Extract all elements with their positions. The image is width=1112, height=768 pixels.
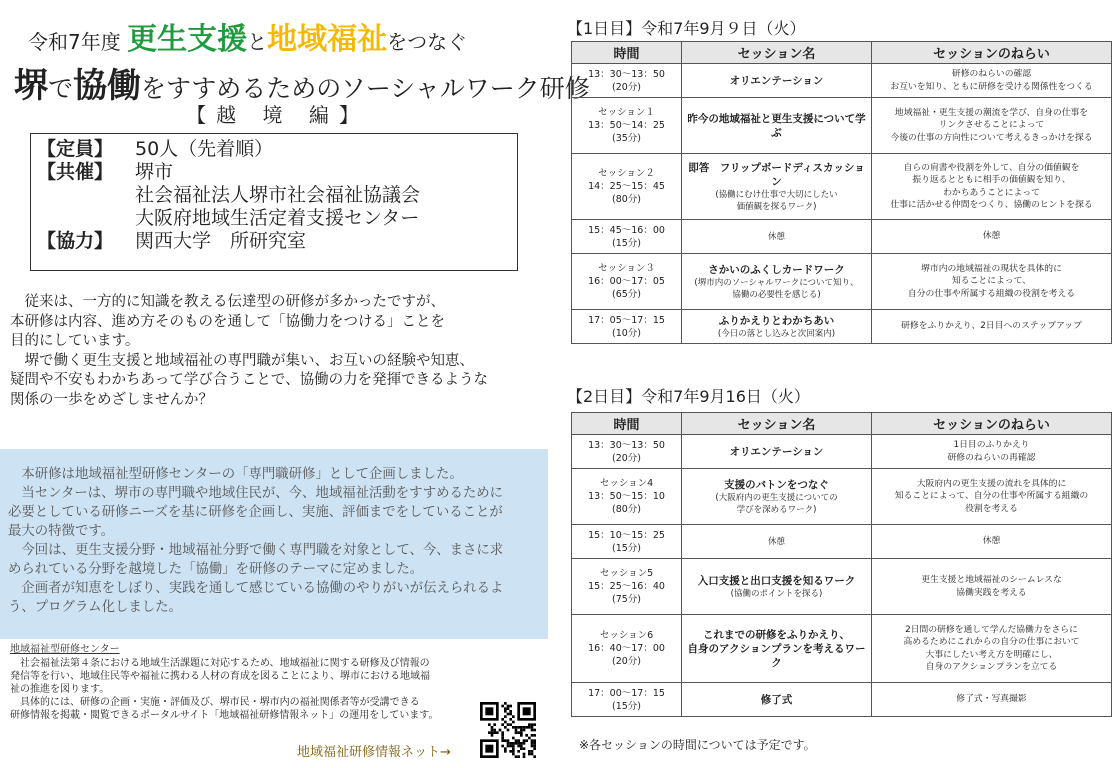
session-time-line: セッション5 <box>599 568 654 579</box>
center-footer <box>10 643 470 722</box>
info-value-line: 堺市 <box>135 161 174 183</box>
info-row <box>31 138 517 161</box>
title-line-1 <box>28 14 467 58</box>
session-name-cell <box>682 615 872 683</box>
intro-line: 関係の一歩をめざしませんか？ <box>10 391 213 408</box>
table-header-row <box>572 42 1112 64</box>
center-footer-text <box>10 657 470 722</box>
session-time-line: 15：25～16：40 <box>588 581 665 592</box>
session-goal-line: 知ることによって、 <box>952 276 1031 287</box>
session-goal-line: 知ることによって、自分の仕事や所属する組織の <box>894 491 1089 502</box>
table-row <box>572 435 1112 469</box>
session-name-cell <box>682 435 872 469</box>
session-goal-line: 2日間の研修を通して学んだ協働力をさらに <box>905 624 1078 635</box>
session-goal-line: 研修のねらいの確認 <box>951 69 1032 79</box>
title-tsunagu: をつなぐ <box>387 30 468 54</box>
session-time-line: 13：50～14：25 <box>588 120 665 131</box>
session-time-line: (80分) <box>611 504 641 515</box>
session-time-line: 14：25～15：45 <box>588 181 665 192</box>
session-time-cell <box>572 559 682 615</box>
intro-line: 堺で働く更生支援と地域福祉の専門職が集い、お互いの経験や知恵、 <box>10 352 474 369</box>
table-row <box>572 154 1112 220</box>
session-name: さかいのふくしカードワーク <box>708 263 845 276</box>
session-goal-cell <box>872 220 1112 254</box>
center-footer-line: 社会福祉法第４条における地域生活課題に対応するため、地域福祉に関する研修及び情報の <box>10 658 430 669</box>
info-row <box>31 230 517 253</box>
session-name-cell <box>682 254 872 310</box>
intro-text <box>10 293 550 410</box>
intro-line: 目的にしています。 <box>10 333 140 349</box>
session-goal-line: わかちあうことによって <box>943 187 1040 198</box>
center-description-line: 本研修は地域福祉型研修センターの「専門職研修」として企画しました。 <box>8 467 463 482</box>
center-footer-title[interactable]: 地域福祉型研修センター <box>10 644 120 655</box>
session-time-cell <box>572 435 682 469</box>
schedule-note: ※各セッションの時間については予定です。 <box>579 738 816 752</box>
session-goal-cell <box>872 683 1112 717</box>
session-time-line: 13：50～15：10 <box>588 491 665 502</box>
session-goal-line: 休憩 <box>982 231 1001 242</box>
table-row <box>572 64 1112 98</box>
session-time-line: 16：00～17：05 <box>588 276 665 287</box>
title-sakai: 堺 <box>14 66 48 106</box>
session-name-cell <box>682 220 872 254</box>
session-subtitle: (協働のポイントを探る) <box>730 588 823 599</box>
intro-line: 疑問や不安もわかちあって学び合うことで、協働の力を発揮できるような <box>10 372 489 388</box>
session-time-line: (75分) <box>611 594 641 605</box>
session-time-line: 13：30～13：50 <box>588 68 665 80</box>
center-description-line: 最大の特徴です。 <box>8 524 115 539</box>
session-subtitle: 協働の必要性を感じる) <box>732 289 821 300</box>
session-subtitle: (今日の落とし込みと次回案内) <box>717 328 836 339</box>
session-time-line: (35分) <box>611 133 641 144</box>
session-goal-line: 堺市内の地域福祉の現状を具体的に <box>921 263 1062 274</box>
table-header-row <box>572 413 1112 435</box>
session-goal-line: お互いを知り、ともに研修を受ける関係性をつくる <box>890 81 1093 92</box>
table-header-cell: セッション名 <box>682 42 872 64</box>
portal-link[interactable]: 地域福祉研修情報ネット→ <box>297 745 451 760</box>
session-subtitle: (大阪府内の更生支援についての <box>715 492 838 503</box>
session-time-line: 13：30～13：50 <box>588 439 665 451</box>
info-key: 【協力】 <box>37 230 114 252</box>
session-time-line: セッション6 <box>599 630 654 641</box>
session-name: ふりかえりとわかちあい <box>718 314 835 327</box>
session-name: 支援のバトンをつなぐ <box>724 478 829 491</box>
session-goal-line: 自身のアクションプランを立てる <box>925 662 1058 672</box>
title-to: と <box>247 30 268 54</box>
session-time-cell <box>572 525 682 559</box>
session-name-cell <box>682 559 872 615</box>
center-footer-line: 具体的には、研修の企画・実施・評価及び、堺市民・堺市内の福祉関係者等が受講できる <box>10 697 420 708</box>
session-goal-line: 大阪府内の更生支援の流れを具体的に <box>916 478 1067 489</box>
day1-schedule-table <box>571 41 1112 344</box>
session-time-cell <box>572 615 682 683</box>
session-goal-line: 更生支援と地域福祉のシームレスな <box>921 575 1062 585</box>
session-time-cell <box>572 254 682 310</box>
session-goal-line: 自分の仕事や所属する組織の役割を考える <box>907 288 1076 299</box>
info-key: 【共催】 <box>37 161 114 183</box>
session-name-cell <box>682 683 872 717</box>
info-value <box>135 138 517 161</box>
center-description-line: 必要としている研修ニーズを基に研修を企画し、実施、評価までをしていることが <box>8 505 503 520</box>
info-box <box>30 133 518 271</box>
session-name: 自身のアクションプランを考えるワーク <box>687 642 866 669</box>
center-footer-line: 発信等を行い、地域住民等や福祉に携わる人材の育成を図ることにより、堺市における地域福 <box>10 671 430 682</box>
session-time-line: (15分) <box>611 542 641 554</box>
session-time-cell <box>572 98 682 154</box>
table-row <box>572 615 1112 683</box>
qr-code-icon[interactable] <box>480 702 536 758</box>
session-name-cell <box>682 98 872 154</box>
session-time-line: (80分) <box>611 194 641 205</box>
session-goal-line: 高めるためにこれからの自分の仕事において <box>903 637 1080 647</box>
session-goal-cell <box>872 64 1112 98</box>
title-rest: をすすめるためのソーシャルワーク研修 <box>141 74 590 103</box>
session-name-cell <box>682 525 872 559</box>
session-name: オリエンテーション <box>729 445 824 458</box>
session-goal-line: 地域福祉・更生支援の潮流を学び、自身の仕事を <box>894 107 1089 118</box>
session-time-line: 17：05～17：15 <box>588 314 665 326</box>
session-name: オリエンテーション <box>729 74 824 87</box>
title-word-chiiki: 地域福祉 <box>267 22 388 57</box>
session-goal-line: 1日目のふりかえり <box>953 440 1030 450</box>
session-goal-line: 協働実践を考える <box>956 587 1027 598</box>
center-description-line: う、プログラム化しました。 <box>8 600 182 615</box>
title-kyodo: 協働 <box>73 66 142 106</box>
center-footer-line: 研修情報を掲載・閲覧できるポータルサイト「地域福祉研修情報ネット」の運用をしています。 <box>10 710 439 721</box>
intro-line: 従来は、一方的に知識を教える伝達型の研修が多かったですが、 <box>10 294 445 310</box>
table-row <box>572 254 1112 310</box>
session-time-line: (15分) <box>611 237 641 249</box>
session-name: これまでの研修をふりかえり、 <box>703 628 850 641</box>
session-time-line: (65分) <box>611 289 641 300</box>
table-header-cell: セッションのねらい <box>872 42 1112 64</box>
session-time-line: (20分) <box>611 81 641 93</box>
session-time-line: (10分) <box>611 327 641 339</box>
session-subtitle: (協働にむけ仕事で大切にしたい <box>715 189 838 200</box>
session-name-cell <box>682 154 872 220</box>
title-edition: 【越 境 編】 <box>186 103 369 127</box>
session-subtitle: 学びを深めるワーク) <box>736 504 817 515</box>
center-description-box <box>0 449 548 639</box>
session-goal-line: 自らの肩書や役割を外して、自分の価値観を <box>903 162 1080 173</box>
session-goal-line: 大事にしたい考え方を明確にし、 <box>925 649 1058 660</box>
info-value <box>135 230 517 253</box>
center-description-line: 今回は、更生支援分野・地域福祉分野で働く専門職を対象として、今、まさに求 <box>8 543 504 558</box>
session-time-line: 15：45～16：00 <box>588 224 665 236</box>
center-description-line: められている分野を越境した「協働」を研修のテーマに定めました。 <box>8 562 424 577</box>
session-goal-cell <box>872 559 1112 615</box>
session-subtitle: 休憩 <box>767 231 785 242</box>
intro-line: 本研修は内容、進め方そのものを通して「協働力をつける」ことを <box>10 313 445 330</box>
session-time-line: 15：10～15：25 <box>588 529 665 541</box>
day1-heading: 【1日目】令和7年9月９日（火） <box>567 19 806 38</box>
session-subtitle: 価値観を探るワーク) <box>736 201 817 212</box>
info-row <box>31 161 517 230</box>
session-name-cell <box>682 469 872 525</box>
day2-heading: 【2日目】令和7年9月16日（火） <box>567 387 810 406</box>
day2-schedule-table <box>571 412 1112 717</box>
table-header-cell: 時間 <box>572 42 682 64</box>
session-goal-line: 休憩 <box>982 536 1001 547</box>
session-name-cell <box>682 310 872 344</box>
session-goal-line: リンクさせることによって <box>938 120 1045 131</box>
title-word-kosei: 更生支援 <box>127 22 248 57</box>
session-time-cell <box>572 64 682 98</box>
session-name: 即答 フリップボードディスカッション <box>688 161 865 188</box>
session-goal-line: 今後の仕事の方向性について考えるきっかけを探る <box>890 132 1093 143</box>
session-name: 入口支援と出口支援を知るワーク <box>697 574 856 587</box>
session-goal-cell <box>872 525 1112 559</box>
session-time-line: セッション３ <box>598 263 655 274</box>
session-subtitle: (堺市内のソーシャルワークについて知り、 <box>694 277 859 288</box>
session-goal-cell <box>872 154 1112 220</box>
table-row <box>572 98 1112 154</box>
table-row <box>572 469 1112 525</box>
title-de: で <box>48 74 74 103</box>
session-time-line: セッション２ <box>598 168 655 179</box>
center-description-line: 当センターは、堺市の専門職や地域住民が、今、地域福祉活動をすすめるために <box>8 486 504 501</box>
session-time-cell <box>572 683 682 717</box>
session-time-line: 16：40～17：00 <box>588 643 665 654</box>
session-goal-cell <box>872 469 1112 525</box>
session-time-line: セッション4 <box>599 478 654 489</box>
table-header-cell: セッションのねらい <box>872 413 1112 435</box>
session-goal-cell <box>872 254 1112 310</box>
session-time-line: (20分) <box>611 656 641 667</box>
session-goal-cell <box>872 310 1112 344</box>
info-value-line: 関西大学 所研究室 <box>135 230 307 252</box>
table-header-cell: 時間 <box>572 413 682 435</box>
session-goal-cell <box>872 98 1112 154</box>
table-row <box>572 525 1112 559</box>
table-header-cell: セッション名 <box>682 413 872 435</box>
session-time-line: (15分) <box>611 700 641 712</box>
session-name-cell <box>682 64 872 98</box>
info-key: 【定員】 <box>37 138 114 160</box>
session-goal-cell <box>872 615 1112 683</box>
right-column <box>565 0 1112 768</box>
table-row <box>572 220 1112 254</box>
table-row <box>572 559 1112 615</box>
session-subtitle: 休憩 <box>767 536 785 547</box>
session-name: 修了式 <box>760 693 793 706</box>
session-goal-line: 振り返るとともに相手の価値観を知り、 <box>912 175 1071 185</box>
session-time-line: 17：00～17：15 <box>588 687 665 699</box>
session-goal-line: 研修のねらいの再確認 <box>947 452 1036 463</box>
session-time-cell <box>572 310 682 344</box>
info-value-line: 50人（先着順） <box>135 138 274 160</box>
session-time-cell <box>572 220 682 254</box>
session-goal-line: 研修をふりかえり、2日目へのステップアップ <box>901 321 1082 332</box>
info-value-line: 社会福祉法人堺市社会福祉協議会 <box>135 184 421 206</box>
session-goal-line: 修了式・写真撮影 <box>956 694 1027 705</box>
session-time-line: (20分) <box>611 452 641 464</box>
session-name: 昨今の地域福祉と更生支援について学ぶ <box>687 112 866 139</box>
session-time-line: セッション１ <box>598 107 655 118</box>
center-footer-line: 祉の推進を図ります。 <box>10 684 110 695</box>
table-row <box>572 683 1112 717</box>
table-row <box>572 310 1112 344</box>
session-goal-cell <box>872 435 1112 469</box>
session-goal-line: 仕事に活かせる仲間をつくり、協働のヒントを探る <box>890 200 1093 210</box>
info-value <box>135 161 517 230</box>
center-description-line: 企画者が知恵をしぼり、実践を通して感じている協働のやりがいが伝えられるよ <box>8 581 504 596</box>
title-year: 令和7年度 <box>28 30 121 54</box>
info-value-line: 大阪府地域生活定着支援センター <box>135 207 420 229</box>
session-time-cell <box>572 469 682 525</box>
session-goal-line: 役割を考える <box>965 503 1018 514</box>
session-time-cell <box>572 154 682 220</box>
